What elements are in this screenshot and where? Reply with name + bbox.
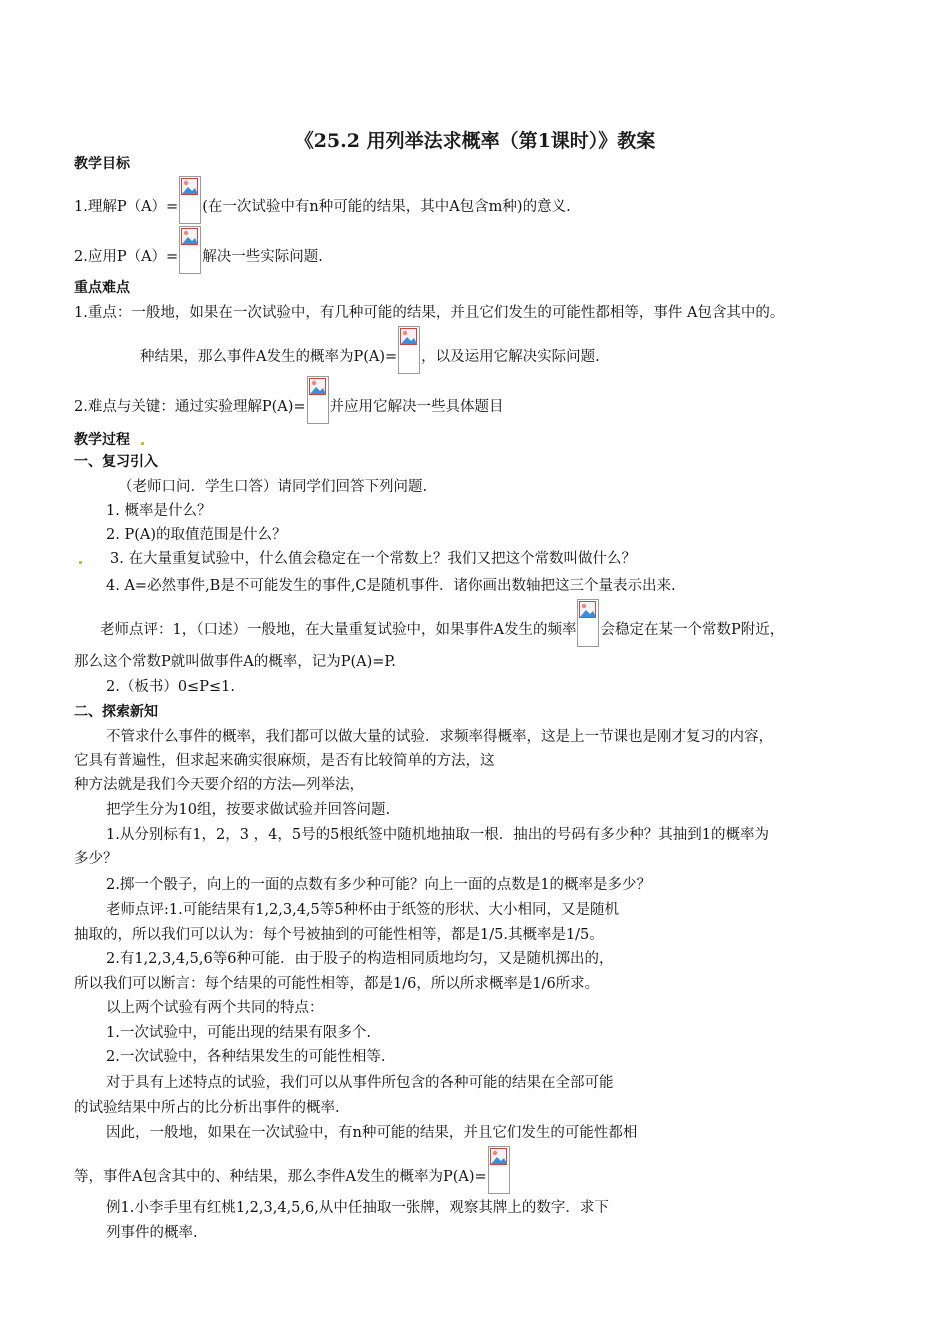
probability-definition-line: 等，事件A包含其中的、种结果，那么李件A发生的概率为P(A)=: [74, 1160, 511, 1194]
body-line: 种方法就是我们今天要介绍的方法—列举法，: [74, 777, 364, 793]
body-line: 的试验结果中所占的比分析出事件的概率.: [74, 1100, 340, 1116]
stray-dot: [141, 442, 144, 445]
key-points-heading: 重点难点: [74, 280, 130, 296]
section-1-heading: 一、复习引入: [74, 454, 158, 470]
broken-image-icon: [577, 599, 599, 647]
stray-dot: [79, 561, 82, 564]
section-2-heading: 二、探索新知: [74, 704, 158, 720]
process-heading: 教学过程: [74, 432, 130, 448]
body-line: 把学生分为10组，按要求做试验并回答问题.: [106, 802, 391, 818]
broken-image-icon: [307, 376, 329, 424]
question-2: 2. P(A)的取值范围是什么？: [106, 527, 287, 543]
example-line-2: 列事件的概率.: [106, 1225, 198, 1241]
body-line: 对于具有上述特点的试验，我们可以从事件所包含的各种可能的结果在全部可能: [106, 1075, 614, 1091]
body-line: 因此，一般地，如果在一次试验中，有n种可能的结果，并且它们发生的可能性都相: [106, 1125, 638, 1141]
broken-image-icon: [179, 226, 201, 274]
broken-image-icon: [488, 1146, 510, 1194]
body-line: 1.一次试验中，可能出现的结果有限多个.: [106, 1025, 371, 1041]
question-1: 1. 概率是什么？: [106, 503, 212, 519]
example-line-1: 例1.小李手里有红桃1,2,3,4,5,6,从中任抽取一张牌，观察其牌上的数字．求下: [106, 1200, 609, 1216]
teacher-comment-1: 老师点评：1，（口述）一般地，在大量重复试验中，如果事件A发生的频率 会稳定在某一个常数P附近，: [100, 613, 784, 647]
section-1-intro: （老师口问．学生口答）请同学们回答下列问题.: [118, 479, 428, 495]
key-point-1-line-1: 1.重点：一般地，如果在一次试验中，有几种可能的结果，并且它们发生的可能性都相等，事件 A包含其中的。: [74, 305, 785, 321]
goals-heading: 教学目标: [74, 156, 130, 172]
body-line: 它具有普遍性，但求起来确实很麻烦，是否有比较简单的方法，这: [74, 753, 495, 769]
body-line: 以上两个试验有两个共同的特点：: [106, 1000, 324, 1016]
teacher-comment-line-3: 2.（板书）0≤P≤1.: [106, 679, 235, 695]
body-line: 抽取的，所以我们可以认为：每个号被抽到的可能性相等，都是1/5.其概率是1/5。: [74, 927, 604, 943]
key-point-1-line-2: 种结果，那么事件A发生的概率为P(A)= ，以及运用它解决实际问题.: [140, 340, 600, 374]
key-point-2: 2.难点与关键：通过实验理解P(A)= 并应用它解决一些具体题目: [74, 390, 504, 424]
question-4: 4. A=必然事件,B是不可能发生的事件,C是随机事件．诸你画出数轴把这三个量表示出来.: [106, 578, 676, 594]
body-line: 所以我们可以断言：每个结果的可能性相等，都是1/6，所以所求概率是1/6所求。: [74, 976, 600, 992]
body-line: 多少？: [74, 851, 118, 867]
body-line: 老师点评:1.可能结果有1,2,3,4,5等5种杯由于纸签的形状、大小相同，又是随机: [106, 902, 620, 918]
document-title: 《25.2 用列举法求概率（第1课时）》教案: [294, 130, 656, 152]
broken-image-icon: [179, 176, 201, 224]
question-3: 3. 在大量重复试验中，什么值会稳定在一个常数上？我们又把这个常数叫做什么？: [110, 551, 636, 567]
body-line: 2.掷一个骰子，向上的一面的点数有多少种可能？向上一面的点数是1的概率是多少？: [106, 877, 652, 893]
body-line: 1.从分别标有1，2，3 ，4，5号的5根纸签中随机地抽取一根．抽出的号码有多少种？其抽到1的概率为: [106, 827, 770, 843]
teacher-comment-line-2: 那么这个常数P就叫做事件A的概率，记为P(A)=P.: [74, 654, 396, 670]
goal-item-2: 2.应用P（A）= 解决一些实际问题.: [74, 240, 323, 274]
body-line: 2.一次试验中，各种结果发生的可能性相等.: [106, 1049, 386, 1065]
broken-image-icon: [398, 326, 420, 374]
goal-item-1: 1.理解P（A）= (在一次试验中有n种可能的结果，其中A包含m种)的意义.: [74, 190, 571, 224]
body-line: 2.有1,2,3,4,5,6等6种可能．由于股子的构造相同质地均匀，又是随机掷出的，: [106, 951, 614, 967]
body-line: 不管求什么事件的概率，我们都可以做大量的试验．求频率得概率，这是上一节课也是刚才复习的内容，: [106, 729, 773, 745]
